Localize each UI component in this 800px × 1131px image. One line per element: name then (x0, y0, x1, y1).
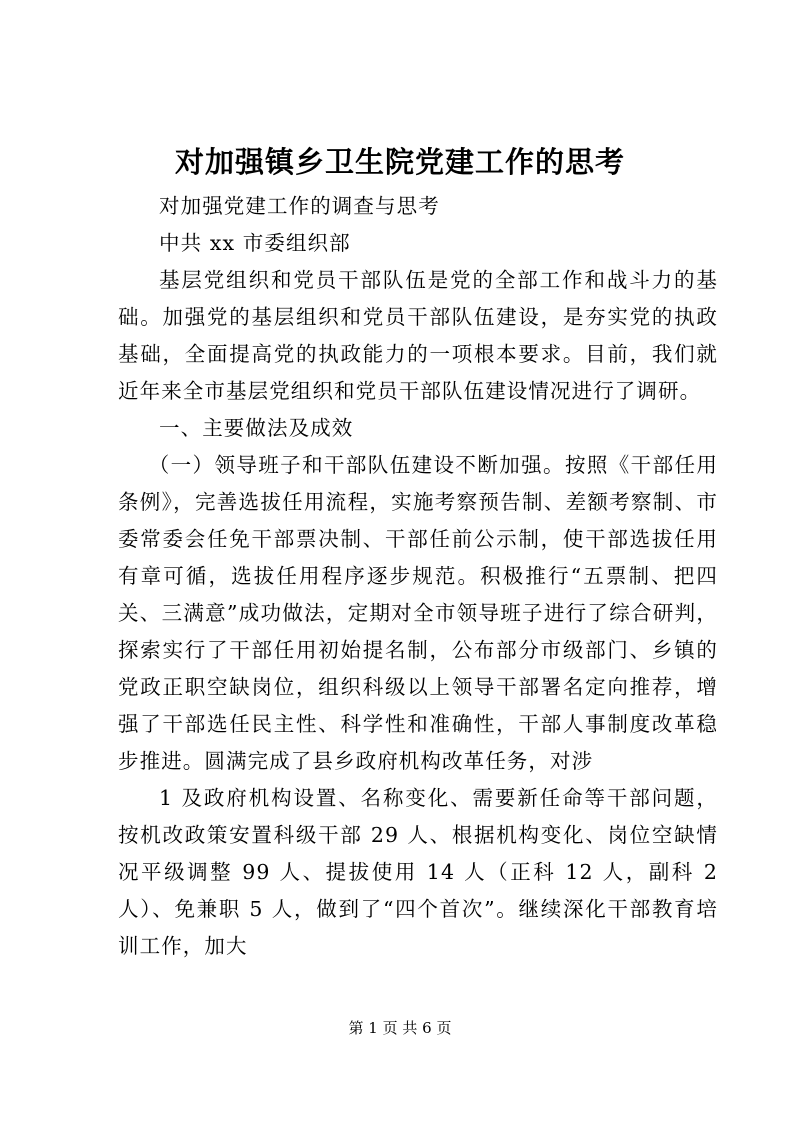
document-author: 中共 xx 市委组织部 (159, 231, 351, 255)
page-footer: 第 1 页 共 6 页 (348, 1019, 452, 1037)
section-heading: 一、主要做法及成效 (159, 416, 354, 440)
paragraph-intro: 基层党组织和党员干部队伍是党的全部工作和战斗力的基础。加强党的基层组织和党员干部队伍建设，是夯实党的执政基础，全面提高党的执政能力的一项根本要求。目前，我们就近年来全市基层党组织和党员干部队伍建设情况进行了调研。 (118, 268, 718, 403)
document-subtitle: 对加强党建工作的调查与思考 (159, 194, 440, 218)
document-body (118, 188, 718, 965)
document-title: 对加强镇乡卫生院党建工作的思考 (174, 145, 625, 179)
paragraph-leadership: （一）领导班子和干部队伍建设不断加强。按照《干部任用条例》，完善选拔任用流程，实施考察预告制、差额考察制、市委常委会任免干部票决制、干部任前公示制，使干部选拔任用有章可循，选拔任用程序逐步规范。积极推行“五票制、把四关、三满意”成功做法，定期对全市领导班子进行了综合研判，探索实行了干部任用初始提名制，公布部分市级部门、乡镇的党政正职空缺岗位，组织科级以上领导干部署名定向推荐，增强了干部选任民主性、科学性和准确性，干部人事制度改革稳步推进。圆满完成了县乡政府机构改革任务，对涉 (118, 453, 718, 773)
paragraph-reform: 1 及政府机构设置、名称变化、需要新任命等干部问题，按机改政策安置科级干部 29 人、根据机构变化、岗位空缺情况平级调整 99 人、提拔使用 14 人（正科 12 人，副科 2 人）、免兼职 5 人，做到了“四个首次”。继续深化干部教育培训工作，加大 (118, 786, 718, 958)
